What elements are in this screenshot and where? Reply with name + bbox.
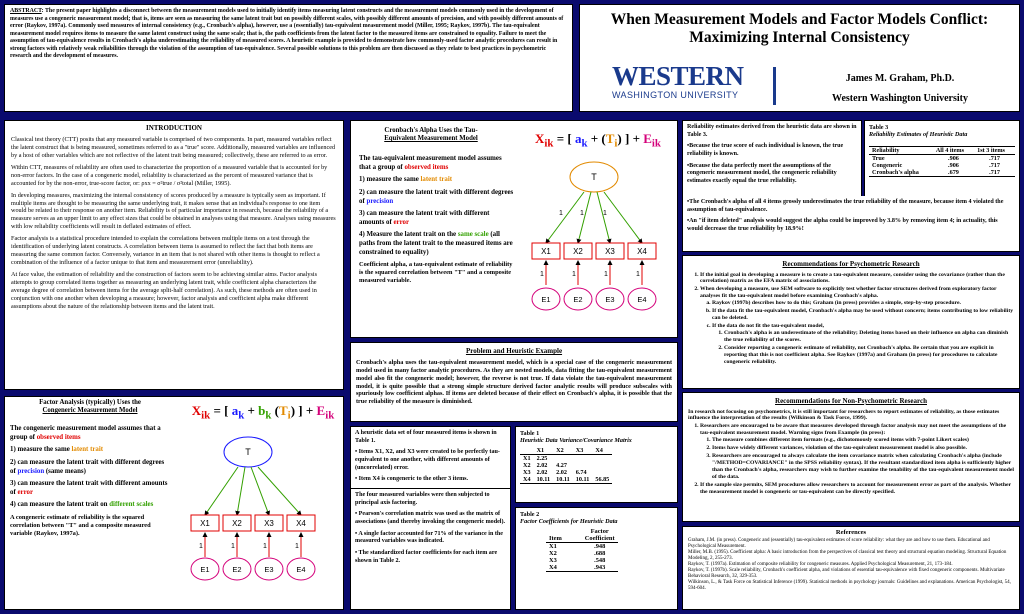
path-label: 1 — [231, 543, 235, 550]
item-label: X4 — [637, 247, 647, 256]
item-label: X2 — [232, 519, 242, 528]
formula-e: E — [643, 131, 652, 146]
list-item — [712, 300, 1014, 307]
text: error — [17, 488, 34, 496]
table-cell: .717 — [989, 162, 1000, 169]
item-label: X4 — [296, 519, 306, 528]
table-cell: 2.25 — [536, 455, 548, 462]
table-row — [546, 557, 618, 564]
heuristic-bullet: A single factor accounted for 71% of the variance in the measured variables was indicated. — [355, 530, 503, 545]
table3-box — [864, 120, 1020, 200]
table-header — [520, 447, 534, 455]
references-title: References — [835, 529, 867, 536]
list-item — [712, 308, 1014, 322]
table-cell: Congeneric — [872, 162, 903, 169]
intro-paragraph: At face value, the estimation of reliability and the construction of factors seem to be achieving similar aims. Factor analysis attempts to group correlated items together as measuring an underlying latent trait, while coefficient alpha characterizes the average degree of correlation between items for the average split-half correlation). As such, these methods are often used in conjunction with one another when developing a measure; however, factor analysis and coefficient alpha make different assumptions about the nature of the relationship between items and the latent trait. — [11, 271, 318, 310]
table-header: X4 — [595, 447, 603, 454]
path-arrow — [604, 192, 642, 243]
error-label: E2 — [232, 565, 242, 574]
formula-sub: i — [614, 137, 618, 150]
header-box — [579, 4, 1020, 112]
text: 3) can measure the latent trait with different amounts of — [10, 480, 168, 496]
reliability-bullet: Because the true score of each individual is known, the true reliability is known. — [687, 143, 844, 158]
table2 — [546, 528, 618, 572]
table-cell: .948 — [594, 543, 606, 550]
formula-sub: k — [265, 409, 272, 422]
reference-item: Wilkinson, L., & Task Force on Statistical Inference (1999). Statistical methods in psychology journals: Guidelines and explanations. American Psychologist, 54, 594-604. — [688, 579, 1011, 591]
table-cell: True — [872, 155, 885, 162]
formula-eq: = [ — [553, 131, 575, 146]
formula-a: a — [574, 131, 582, 146]
table-header-row — [546, 528, 618, 535]
text: precision — [17, 467, 45, 475]
heuristic-box: A heuristic data set of four measured items is shown in Table 1. • Items X1, X2, and X3 were created to be perfectly tau-equivalent to one another, with different amounts of (uncorrelated) error. • Item X4 is congeneric to the other 3 items. The four measured variables were then subjected to principal axis factoring. • Pearson's correlation matrix was used as the matrix of associations (and thereby invoking the congeneric model). • A single factor accounted for 71% of the variance in the measured variables was indicated. • The standardized factor coefficients for each item are shown in Table 2. — [350, 426, 511, 610]
text: The tau-equivalent measurement model assumes that a group of — [359, 155, 502, 171]
path-label: 1 — [295, 543, 299, 550]
table-cell: X3 — [549, 557, 557, 564]
table-row — [520, 469, 612, 476]
list-text: Items have widely different variances, violation of the tau-equivalent measurement model is also possible. — [712, 445, 967, 452]
table-header: Item — [549, 535, 562, 542]
table-cell: 6.74 — [575, 469, 587, 476]
university-logo — [612, 63, 762, 100]
list-text: Consider reporting a congeneric estimate of reliability, not Cronbach's alpha. Be certain that you are explicit in reporting that this is not coefficient alpha. See Raykov (1997a) and Graham (in press) for procedures to calculate congeneric reliability. — [724, 345, 998, 365]
formula-b: b — [258, 403, 266, 418]
reference-item: Raykov, T. (1997b). Scale reliability, Cronbach's coefficient alpha, and violations of essential tau-equivalence with fixed congeneric components. Multivariate Behavioral Research, 32, 329-353. — [688, 567, 1005, 579]
table-cell: 2.02 — [556, 469, 567, 476]
congeneric-title — [5, 399, 175, 415]
table-cell: .717 — [989, 155, 1000, 162]
reliability-bullet: An "if item deleted" analysis would suggest the alpha could be improved by 3.8% by removing item 4; in actuality, this would decrease the true reliability by 18.9%! — [687, 218, 998, 233]
heuristic-bullet: Item X4 is congeneric to the other 3 items. — [358, 476, 469, 483]
table1-subtitle: Heuristic Data Variance/Covariance Matrix — [520, 437, 632, 444]
table-cell: 10.11 — [556, 476, 570, 483]
list-item — [712, 453, 1014, 481]
path-label: 1 — [572, 271, 576, 278]
text: 1) measure the same — [10, 446, 70, 454]
table-cell: X2 — [549, 550, 557, 557]
text: observed items — [36, 433, 81, 441]
text: same scale — [457, 231, 489, 239]
list-item — [700, 423, 1014, 481]
table-cell — [592, 469, 612, 476]
tau-title-line: Equivalent Measurement Model — [384, 135, 478, 143]
tau-title-line: Cronbach's Alpha Uses the Tau- — [384, 127, 478, 134]
table-cell: Cronbach's alpha — [872, 169, 919, 176]
table-header: 1st 3 items — [977, 147, 1005, 154]
list-item — [724, 345, 1014, 366]
formula-open: ( — [271, 403, 279, 418]
text: 4) can measure the latent trait on — [10, 501, 108, 509]
congeneric-title-line: Congeneric Measurement Model — [42, 407, 138, 415]
list-item — [700, 272, 1014, 286]
text: (all paths from the latent trait to the measured items are constrained to equality) — [359, 231, 513, 256]
table-cell — [592, 455, 612, 463]
table-header: X2 — [556, 447, 564, 454]
title-line-1: When Measurement Models and Factor Models Conflict: — [610, 11, 989, 28]
observed-items — [191, 515, 315, 531]
table-cell: 2.02 — [536, 469, 548, 476]
table-row — [520, 462, 612, 469]
reference-item: Graham, J.M. (in press). Congeneric and (essentially) tau-equivalent estimates of score reliability: what they are and how to use them. Educational and Psychological Measurement. — [688, 537, 990, 549]
formula-t: T — [279, 403, 288, 418]
table-header: X1 — [536, 447, 545, 454]
formula-sub: ik — [651, 137, 661, 150]
problem-text: Cronbach's alpha uses the tau-equivalent measurement model, which is a special case of the congeneric measurement model used in many factor analytic procedures. As they are nested models, data fitting the tau-equivalent measurement model also fit the congeneric model; however, the reverse is not true. If data violate the tau-equivalent measurement model, it is quite possible that a strong simple structure derived factor analytic results will produce subscales with spuriously low coefficient alphas. If items are deleted because of their effect on Cronbach's alpha, it is possible that the true reliability of the measure is diminished. — [356, 358, 672, 406]
path-label: 1 — [559, 210, 563, 217]
text: precision — [366, 197, 394, 205]
error-label: E1 — [541, 295, 551, 304]
list-text: Researchers are encouraged to be aware that measures developed through factor analysis may not meet the assumptions of the tau-equivalent measurement model. Warning signs from Example (in press): — [700, 423, 1007, 437]
list-item — [700, 286, 1014, 365]
introduction-box — [4, 120, 344, 390]
poster-title — [580, 11, 1019, 47]
error-label: E3 — [605, 295, 615, 304]
abstract-text: : The present paper highlights a disconnect between the measurement models used to initially identify items measuring latent constructs and the measurement models commonly used in the development of measures use a congeneric measurement model; that is, items are seen as measuring the same latent trait but on possibly different scales, with possibly different amounts of precision, and with possibly different amounts of error (Raykov, 1997a). Commonly used measures of internal consistency (e.g., Cronbach's alpha), however, use a (essentially) tau-equivalent measurement model (Miller, 1995; Raykov, 1997b). The tau-equivalent measurement model requires items to measure the same latent construct using the same scale; that is, the path coefficients from the latent factor to the measured items are constrained to equality. Failure to meet the assumption of tau-equivalence results in Cronbach's alpha underestimating the reliability of measured scores. A heuristic example is provided to demonstrate how commonly-used factor analytic procedures can result in strong factors with relatively weak reliabilities through the violation of the assumption of tau-equivalence. Several possible solutions to this problem are then discussed as they relate to best practices in psychometric research and the development of measures. — [10, 8, 564, 60]
list-item — [712, 323, 1014, 366]
formula-sub: k — [581, 137, 588, 150]
path-arrow — [205, 467, 238, 515]
table-row — [546, 564, 618, 572]
table-cell: .943 — [594, 564, 606, 571]
table-cell: X4 — [549, 564, 557, 571]
tau-formula — [519, 131, 677, 150]
formula-sub: ik — [544, 137, 554, 150]
table-cell: X1 — [523, 455, 531, 462]
list-text: Raykov (1997b) describes how to do this; Graham (in press) provides a simple, step-by-step procedure. — [712, 300, 961, 307]
congeneric-formula — [183, 403, 343, 422]
table-header-row — [520, 447, 612, 455]
list-text: If the data do not fit the tau-equivalent model, — [712, 323, 825, 330]
intro-paragraph: In developing measures, maximizing the internal consistency of scores produced by a measure is typically seen as important. If multiple items are thought to be measuring the same underlying trait, it makes sense that an individual's response to one item would be related to their response on another item. Reliability is of particular importance in research, because the reliability of a measure serves as an upper limit to any effect sizes that could be obtained in analyses using that measure. Analyses using measures with low reliability coefficients will result in deflated estimates of effect. — [11, 191, 336, 231]
reliability-text: Reliability estimates derived from the heuristic data are shown in Table 3. — [687, 124, 857, 138]
text: 1) measure the same — [359, 176, 419, 184]
list-item — [712, 445, 1014, 452]
list-text: The measure combines different item formats (e.g., dichotomously scored items with 7-point Likert scales) — [712, 437, 969, 444]
reference-item: Miller, M.B. (1995). Coefficient alpha: A basic introduction from the perspectives of classical test theory and structural equation modeling. Structural Equation Modeling, 2, 255-273. — [688, 549, 1007, 561]
table1 — [520, 447, 612, 484]
formula-sub: ik — [201, 409, 211, 422]
reliability-bullet: Because the data perfectly meet the assumptions of the congeneric measurement model, the congeneric reliability estimates exactly equal the true reliability. — [687, 162, 837, 185]
formula-x: X — [191, 403, 202, 418]
congeneric-model-box — [4, 396, 344, 610]
problem-box — [350, 342, 678, 422]
table2-subtitle: Factor Coefficients for Heuristic Data — [520, 518, 618, 525]
list-text: Cronbach's alpha is an underestimate of the reliability; Deleting items based on their influence on alpha can diminish the true reliability of the scores. — [724, 330, 1009, 344]
table-row — [869, 169, 1015, 177]
heuristic-text: The four measured variables were then subjected to principal axis factoring. — [355, 492, 490, 506]
table-cell: X1 — [549, 543, 557, 550]
author-name: James M. Graham, Ph.D. — [845, 73, 955, 84]
table3 — [869, 146, 1015, 177]
path-label: 1 — [636, 271, 640, 278]
table-header: Factor — [590, 528, 609, 535]
heuristic-bullet: Items X1, X2, and X3 were created to be perfectly tau-equivalent to one another, with different amounts of (uncorrelated) error. — [355, 449, 500, 471]
list-item — [712, 437, 1014, 444]
table-cell: 2.02 — [536, 462, 548, 469]
table-cell: .679 — [948, 169, 959, 176]
error-label: E3 — [264, 565, 274, 574]
formula-close: ) ] + — [617, 131, 644, 146]
table3-title: Table 3 — [869, 124, 889, 131]
table-row — [869, 162, 1015, 169]
path-arrow — [258, 467, 301, 515]
congeneric-title-line: Factor Analysis (typically) Uses the — [39, 399, 141, 406]
table-cell: 4.27 — [556, 462, 567, 469]
text: latent trait — [71, 446, 104, 454]
table-cell: 56.85 — [595, 476, 610, 483]
error-label: E1 — [200, 565, 210, 574]
heuristic-bullet: The standardized factor coefficients for each item are shown in Table 2. — [355, 550, 498, 564]
text: 2) can measure the latent trait with different degrees of — [359, 188, 514, 205]
path-label: 1 — [604, 271, 608, 278]
error-label: E4 — [296, 565, 306, 574]
table-cell — [573, 455, 593, 463]
intro-paragraph: Classical test theory (CTT) posits that any measured variable is comprised of two components. In part, measured variables reflect the latent construct that is being measured, sometimes referred to as a "true" score. Additionally, measured variables are influenced by a host of other variables which are not reflective of the latent trait being measured; collectively, these are referred to as error. — [11, 135, 336, 159]
title-line-2: Maximizing Internal Consistency — [689, 28, 910, 46]
sub-list — [700, 437, 1014, 481]
table-cell: X3 — [523, 469, 531, 476]
congeneric-path-diagram — [183, 427, 343, 602]
heuristic-bullet: Pearson's correlation matrix was used as the matrix of associations (and thereby invoking the congeneric model). — [355, 511, 506, 526]
psychometric-recommendations-box — [682, 255, 1020, 389]
list-text: When developing a measure, use SEM software to explicitly test whether factor structures derived from exploratory factor analyses fit the tau-equivalent model before examining Cronbach's alpha. — [700, 286, 997, 300]
formula-t: T — [605, 131, 615, 146]
nonpsych-list — [688, 423, 1014, 496]
path-arrow — [546, 192, 584, 243]
reliability-bullet: The Cronbach's alpha of all 4 items grossly underestimates the true reliability of the measure, because item 4 violated the assumption of tau-equivalence. — [687, 199, 1004, 213]
intro-paragraph: Within CTT, measures of reliability are often used to characterize the proportion of a measured variable that is accounted for by non-error factors. In the case of a congeneric model, reliability is characterized as the percent of measured variance that is accounted for by the non-error, true-score factor, or: ρxx = σ²true / σ²total (Miller, 1995). — [11, 163, 328, 187]
table-header: All 4 items — [935, 147, 964, 154]
table-cell: .717 — [989, 169, 1000, 176]
table-header: Coefficient — [584, 535, 615, 542]
nonpsych-title: Recommendations for Non-Psychometric Research — [775, 397, 927, 405]
reference-item: Raykov, T. (1997a). Estimation of composite reliability for congeneric measures. Applied Psychological Measurement, 21, 173-184. — [688, 561, 953, 567]
logo-bar — [773, 67, 776, 105]
list-item — [724, 330, 1014, 344]
table1-title: Table 1 — [520, 430, 540, 437]
text: different scales — [109, 501, 154, 509]
item-label: X2 — [573, 247, 583, 256]
path-label: 1 — [540, 271, 544, 278]
list-item — [700, 482, 1014, 496]
abstract-label: ABSTRACT — [10, 8, 42, 14]
formula-a: a — [231, 403, 239, 418]
table-cell: 10.11 — [575, 476, 590, 483]
formula-sub: ik — [325, 409, 335, 422]
table-header: Reliability — [872, 147, 900, 154]
sub-list — [700, 300, 1014, 366]
table-header-row — [546, 535, 618, 543]
tau-title — [351, 127, 511, 143]
path-arrow — [237, 467, 245, 515]
item-label: X1 — [200, 519, 210, 528]
intro-paragraph: Factor analysis is a statistical procedure intended to explain the correlations between multiple items on a test through the identification of underlying latent constructs. A correlation between items is assumed to reflect the fact that both items are measuring the same common factor. Conversely, variance in an item that is not shared with other items is thought to reflect a combination of the influence of a factor unique to that item and measurement error (unreliability). — [11, 235, 320, 267]
list-text: If the data fit the tau-equivalent model, Cronbach's alpha may be used without concern; items contributing to low reliability can be deleted. — [712, 308, 1014, 322]
reliability-continued-box: •The Cronbach's alpha of all 4 items grossly underestimates the true reliability of the measure, because item 4 violated the assumption of tau-equivalence. •An "if item deleted" analysis would suggest the alpha could be improved by 3.8% by removing item 4; in actuality, this would decrease the true reliability by 18.9%! — [682, 196, 1020, 252]
table-header: X3 — [575, 447, 584, 454]
formula-sub: i — [287, 409, 291, 422]
affiliation: Western Washington University — [832, 93, 968, 104]
table-cell: .688 — [594, 550, 606, 557]
logo-main-text: WESTERN — [612, 61, 744, 91]
path-arrow — [251, 467, 269, 515]
item-label: X3 — [605, 247, 615, 256]
reliability-box: Reliability estimates derived from the heuristic data are shown in Table 3. •Because the true score of each individual is known, the true reliability is known. •Because the data perfectly meet the assumptions of the congeneric measurement model, the congeneric reliability estimates exactly equal the true reliability. — [682, 120, 862, 250]
text: observed items — [404, 163, 449, 171]
formula-close: ) ] + — [290, 403, 317, 418]
table-cell: X4 — [523, 476, 531, 483]
problem-title: Problem and Heuristic Example — [465, 347, 563, 355]
table3-subtitle: Reliability Estimates of Heuristic Data — [869, 131, 968, 138]
table2-box — [515, 507, 678, 610]
tau-path-diagram — [519, 155, 678, 335]
path-label: 1 — [199, 543, 203, 550]
congeneric-text — [10, 425, 170, 542]
text: error — [393, 218, 410, 226]
text: 2) can measure the latent trait with different degrees of — [10, 458, 165, 475]
item-label: X3 — [264, 519, 274, 528]
path-label: 1 — [263, 543, 267, 550]
path-arrow — [578, 192, 591, 243]
tau-closing: Coefficient alpha, a tau-equivalent estimate of reliability is the squared correlation between "T" and a composite measured variable. — [359, 261, 513, 285]
text: 3) can measure the latent trait with different amounts of — [359, 210, 490, 226]
error-label: E4 — [637, 295, 647, 304]
table-row — [546, 550, 618, 557]
table-row — [546, 543, 618, 551]
table-cell: 10.11 — [536, 476, 551, 483]
table-cell: .906 — [948, 162, 959, 169]
tau-equivalent-model-box — [350, 120, 678, 338]
table-cell — [592, 462, 612, 469]
formula-sub: k — [238, 409, 245, 422]
latent-trait-label: T — [591, 172, 597, 182]
table-row — [869, 155, 1015, 163]
table-row — [520, 455, 612, 463]
item-label: X1 — [541, 247, 551, 256]
abstract-box — [4, 4, 573, 112]
text: 4) Measure the latent trait on the — [359, 231, 457, 239]
error-label: E2 — [573, 295, 583, 304]
table-cell — [553, 455, 573, 463]
table-cell — [573, 462, 593, 469]
list-text: If the initial goal in developing a measure is to create a tau-equivalent measure, consider using the covariance (rather than the correlation) matrix as the EFA matrix of associations. — [700, 271, 1005, 285]
table-row — [520, 476, 612, 484]
table2-title: Table 2 — [520, 511, 540, 518]
references-box — [682, 526, 1020, 610]
text: (same means) — [45, 467, 86, 475]
list-text: If the sample size permits, SEM procedures allow researchers to account for measurement error as part of the analysis. Whether the measurement model is congeneric or tau-equivalent can be directly specified. — [700, 482, 1011, 496]
table1-box — [515, 426, 678, 503]
text: The congeneric measurement model assumes that a group of — [10, 425, 161, 441]
formula-x: X — [535, 131, 545, 146]
table-cell: X2 — [523, 462, 531, 469]
congeneric-closing: A congeneric estimate of reliability is the squared correlation between "T" and a composite measured variable (Raykov, 1997a). — [10, 514, 151, 537]
latent-trait-label: T — [245, 447, 251, 457]
table-header-row — [869, 147, 1015, 155]
formula-plus: + ( — [587, 131, 606, 146]
formula-e: E — [316, 403, 326, 418]
logo-sub-text: WASHINGTON UNIVERSITY — [612, 90, 739, 100]
table-cell: .906 — [948, 155, 959, 162]
psychometric-list — [688, 272, 1014, 366]
text: latent trait — [420, 176, 453, 184]
path-label: 1 — [580, 210, 584, 217]
sub-sub-list — [712, 330, 1014, 366]
path-arrow — [597, 192, 610, 243]
formula-eq: = [ — [210, 403, 232, 418]
introduction-title: INTRODUCTION — [145, 124, 202, 132]
formula-plus: + — [244, 403, 259, 418]
nonpsychometric-recommendations-box — [682, 392, 1020, 522]
table-cell: .548 — [594, 557, 606, 564]
nonpsych-intro: In research not focusing on psychometrics, it is still important for researchers to report estimates of reliability, as those estimates influence the interpretation of the results (Wilkinson & Task Force, 1999). — [688, 408, 1000, 422]
path-label: 1 — [603, 210, 607, 217]
tau-text — [359, 155, 514, 289]
list-text: Researchers are encouraged to always calculate the item covariance matrix when calculating Cronbach's alpha (include "/METHOD=COVARIANCE" in the SPSS reliability syntax). If the resultant standardized item alpha is sufficiently higher than the Cronbach's alpha, researchers may wish to further examine the tenability of the tau-equivalent measurement model of the data. — [712, 453, 1015, 481]
psychometric-title: Recommendations for Psychometric Research — [782, 260, 920, 268]
heuristic-text: A heuristic data set of four measured items is shown in Table 1. — [355, 430, 497, 444]
